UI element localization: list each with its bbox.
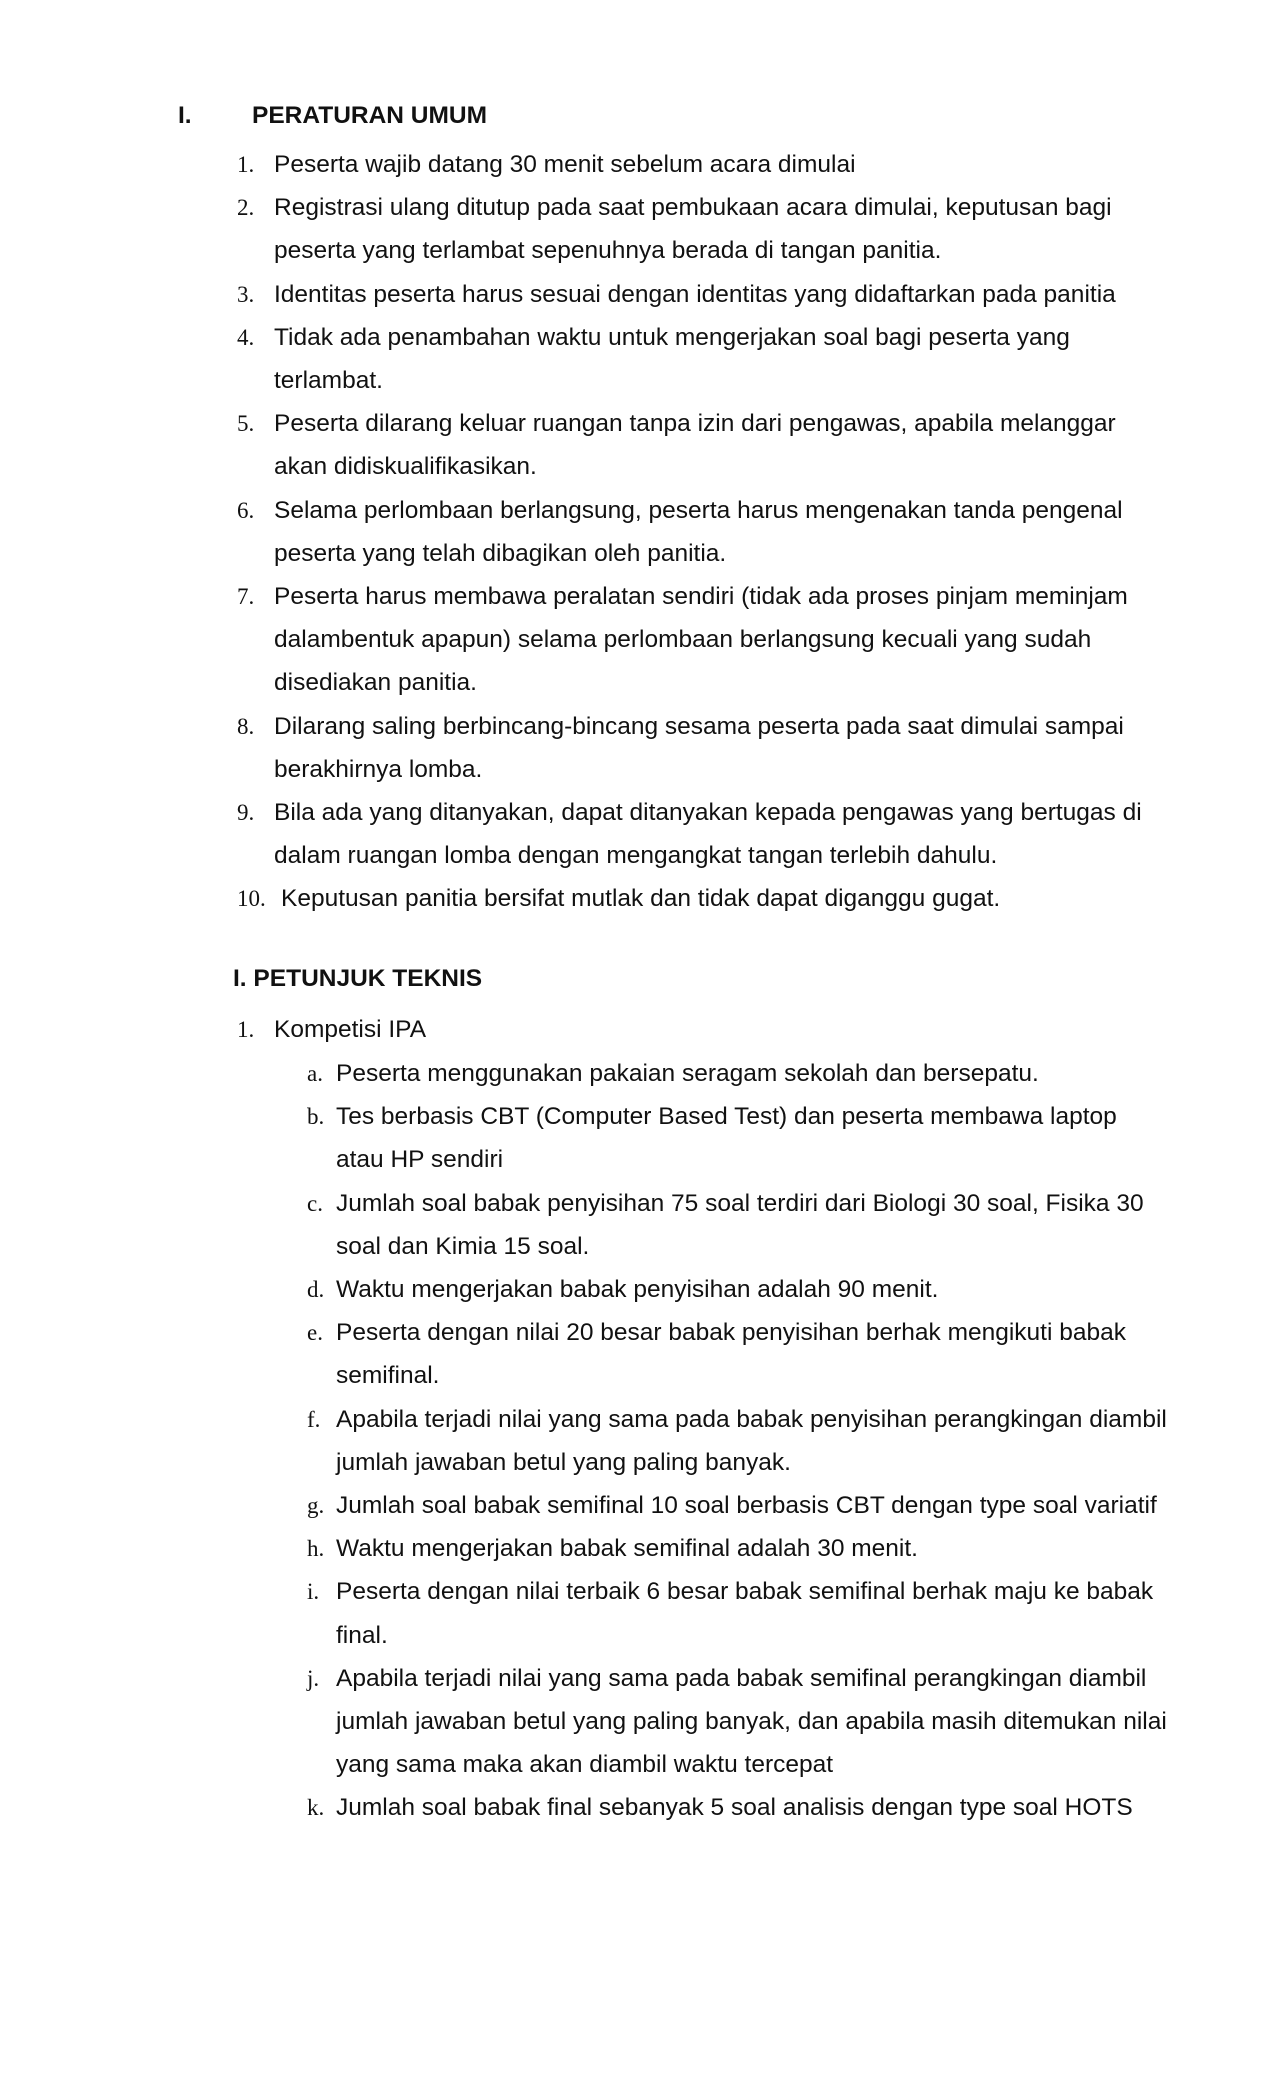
list-item [237,186,1167,272]
sub-list-item [307,1398,1167,1484]
list-marker: 5. [237,411,255,437]
sub-list-item [307,1484,1167,1527]
list-marker: 2. [237,195,255,221]
sub-list-item-text: Apabila terjadi nilai yang sama pada babak semifinal perangkingan diambil jumlah jawaban betul yang paling banyak, dan apabila masih ditemukan nilai yang sama maka akan diambil waktu tercepat [336,1664,1167,1779]
list-item-text: Keputusan panitia bersifat mutlak dan tidak dapat diganggu gugat. [281,885,1001,913]
list-item-text: Registrasi ulang ditutup pada saat pembukaan acara dimulai, keputusan bagi peserta yang terlambat sepenuhnya berada di tangan panitia. [274,194,1112,265]
sub-list-marker: f. [307,1406,321,1432]
sub-list-item-text: Jumlah soal babak semifinal 10 soal berbasis CBT dengan type soal variatif [336,1492,1157,1520]
list-item [237,705,1167,791]
sub-list-item [307,1527,1167,1570]
list-item [237,575,1167,705]
list-item [237,143,1167,186]
list-item-text: Peserta dilarang keluar ruangan tanpa izin dari pengawas, apabila melanggar akan didiskualifikasikan. [274,410,1116,481]
sub-list-marker: b. [307,1104,325,1130]
technical-list [237,1008,1167,1051]
section-title: PERATURAN UMUM [252,102,487,129]
sub-list-item [307,1786,1167,1829]
sub-list-marker: h. [307,1536,325,1562]
section-number: I. [178,102,192,129]
sub-list-item [307,1657,1167,1787]
sub-list-marker: j. [307,1665,320,1691]
sub-list-marker: i. [307,1579,320,1605]
list-item-text: Bila ada yang ditanyakan, dapat ditanyakan kepada pengawas yang bertugas di dalam ruangan lomba dengan mengangkat tangan terlebih dahulu. [274,799,1142,870]
list-item-text: Peserta harus membawa peralatan sendiri (tidak ada proses pinjam meminjam dalambentuk apapun) selama perlombaan berlangsung kecuali yang sudah disediakan panitia. [274,583,1128,697]
sub-list-marker: g. [307,1493,325,1519]
sub-list-item-text: Peserta dengan nilai 20 besar babak penyisihan berhak mengikuti babak semifinal. [336,1319,1126,1390]
sub-list-item-text: Waktu mengerjakan babak semifinal adalah 30 menit. [336,1535,918,1563]
sub-list-item-text: Peserta dengan nilai terbaik 6 besar babak semifinal berhak maju ke babak final. [336,1578,1154,1649]
sub-list-item-text: Waktu mengerjakan babak penyisihan adalah 90 menit. [336,1276,939,1304]
sub-list-marker: a. [307,1061,323,1086]
list-item [237,877,1167,920]
sub-list-item [307,1311,1167,1397]
list-marker: 1. [237,1017,255,1042]
sub-list-item-text: Jumlah soal babak penyisihan 75 soal terdiri dari Biologi 30 soal, Fisika 30 soal dan Kimia 15 soal. [336,1189,1144,1260]
rules-list [237,143,1167,921]
section-heading-petunjuk-teknis: I. PETUNJUK TEKNIS [233,965,483,992]
list-marker: 4. [237,324,255,350]
sub-list-marker: k. [307,1795,325,1821]
section-heading-peraturan-umum [178,102,487,130]
list-item [237,402,1167,488]
sub-list-item [307,1182,1167,1268]
list-marker: 8. [237,713,255,739]
list-item-text: Kompetisi IPA [274,1016,427,1043]
list-item [237,273,1167,316]
list-marker: 1. [237,152,255,177]
sub-list-item [307,1570,1167,1656]
list-marker: 6. [237,497,255,523]
sub-list-item-text: Peserta menggunakan pakaian seragam sekolah dan bersepatu. [336,1060,1039,1087]
sub-list-marker: e. [307,1320,323,1346]
list-item-text: Identitas peserta harus sesuai dengan identitas yang didaftarkan pada panitia [274,280,1116,308]
sub-list-marker: c. [307,1190,323,1216]
sub-list-item-text: Jumlah soal babak final sebanyak 5 soal analisis dengan type soal HOTS [336,1794,1133,1822]
sub-list-item-text: Apabila terjadi nilai yang sama pada babak penyisihan perangkingan diambil jumlah jawaban betul yang paling banyak. [336,1405,1167,1476]
sub-list-marker: d. [307,1277,325,1303]
sub-list-item [307,1095,1167,1181]
sub-list-item-text: Tes berbasis CBT (Computer Based Test) dan peserta membawa laptop atau HP sendiri [336,1103,1117,1174]
list-marker: 10. [237,886,266,912]
sub-list-item [307,1268,1167,1311]
list-marker: 9. [237,800,255,826]
list-item-text: Selama perlombaan berlangsung, peserta harus mengenakan tanda pengenal peserta yang telah dibagikan oleh panitia. [274,496,1123,567]
list-marker: 7. [237,584,255,610]
list-item-text: Peserta wajib datang 30 menit sebelum acara dimulai [274,151,856,178]
sub-list-item [307,1052,1167,1095]
competition-sublist [307,1052,1167,1830]
list-marker: 3. [237,281,255,307]
list-item-text: Tidak ada penambahan waktu untuk mengerjakan soal bagi peserta yang terlambat. [274,323,1070,395]
list-item [237,1008,1167,1051]
list-item [237,791,1167,877]
list-item-text: Dilarang saling berbincang-bincang sesama peserta pada saat dimulai sampai berakhirnya lomba. [274,712,1124,783]
list-item [237,316,1167,402]
list-item [237,489,1167,575]
